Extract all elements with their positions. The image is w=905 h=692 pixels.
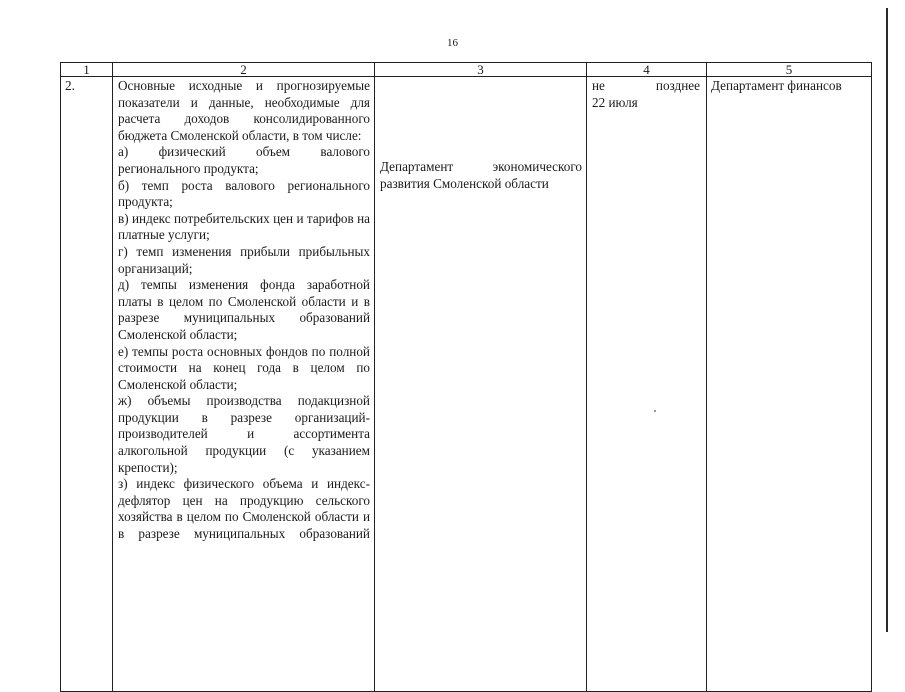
table-row <box>61 77 872 692</box>
column-header-2: 2 <box>113 63 375 77</box>
column-header-4: 4 <box>587 63 707 77</box>
indicator-item: Основные исходные и прогнозируемые показатели и данные, необходимые для расчета доходов консолидированного бюджета Смоленской области, в том числе: <box>118 78 370 143</box>
indicator-item: з) индекс физического объема и индекс-дефлятор цен на продукцию сельского хозяйства в целом по Смоленской области и в разрезе муниципальных образований <box>118 476 370 542</box>
plan-table <box>60 62 872 692</box>
indicator-item: г) темп изменения прибыли прибыльных организаций; <box>118 243 370 276</box>
deadline-line-2: 22 июля <box>592 94 638 110</box>
column-header-3: 3 <box>375 63 587 77</box>
indicator-item: д) темпы изменения фонда заработной платы в целом по Смоленской области и в разрезе муниципальных образований Смоленской области; <box>118 277 370 342</box>
department-cell: Департамент экономического развития Смоленской области <box>375 77 587 692</box>
indicator-item: ж) объемы производства подакцизной продукции в разрезе организаций-производителей и ассортимента алкогольной продукции (с указанием крепости); <box>118 393 370 475</box>
table-header-row <box>61 63 872 77</box>
row-number: 2. <box>61 77 113 692</box>
indicator-item: а) физический объем валового регионального продукта; <box>118 144 370 176</box>
deadline-cell <box>587 77 707 692</box>
scan-edge-line <box>886 8 888 632</box>
page-number: 16 <box>447 37 458 49</box>
indicator-item: е) темпы роста основных фондов по полной стоимости на конец года в целом по Смоленской области; <box>118 343 370 392</box>
indicator-item: в) индекс потребительских цен и тарифов на платные услуги; <box>118 210 370 243</box>
column-header-5: 5 <box>707 63 872 77</box>
responsible-cell: Департамент финансов <box>707 77 872 692</box>
indicator-item: б) темп роста валового регионального продукта; <box>118 177 370 210</box>
column-header-1: 1 <box>61 63 113 77</box>
deadline-line-1: не позднее <box>592 78 700 93</box>
indicator-list <box>113 77 375 692</box>
